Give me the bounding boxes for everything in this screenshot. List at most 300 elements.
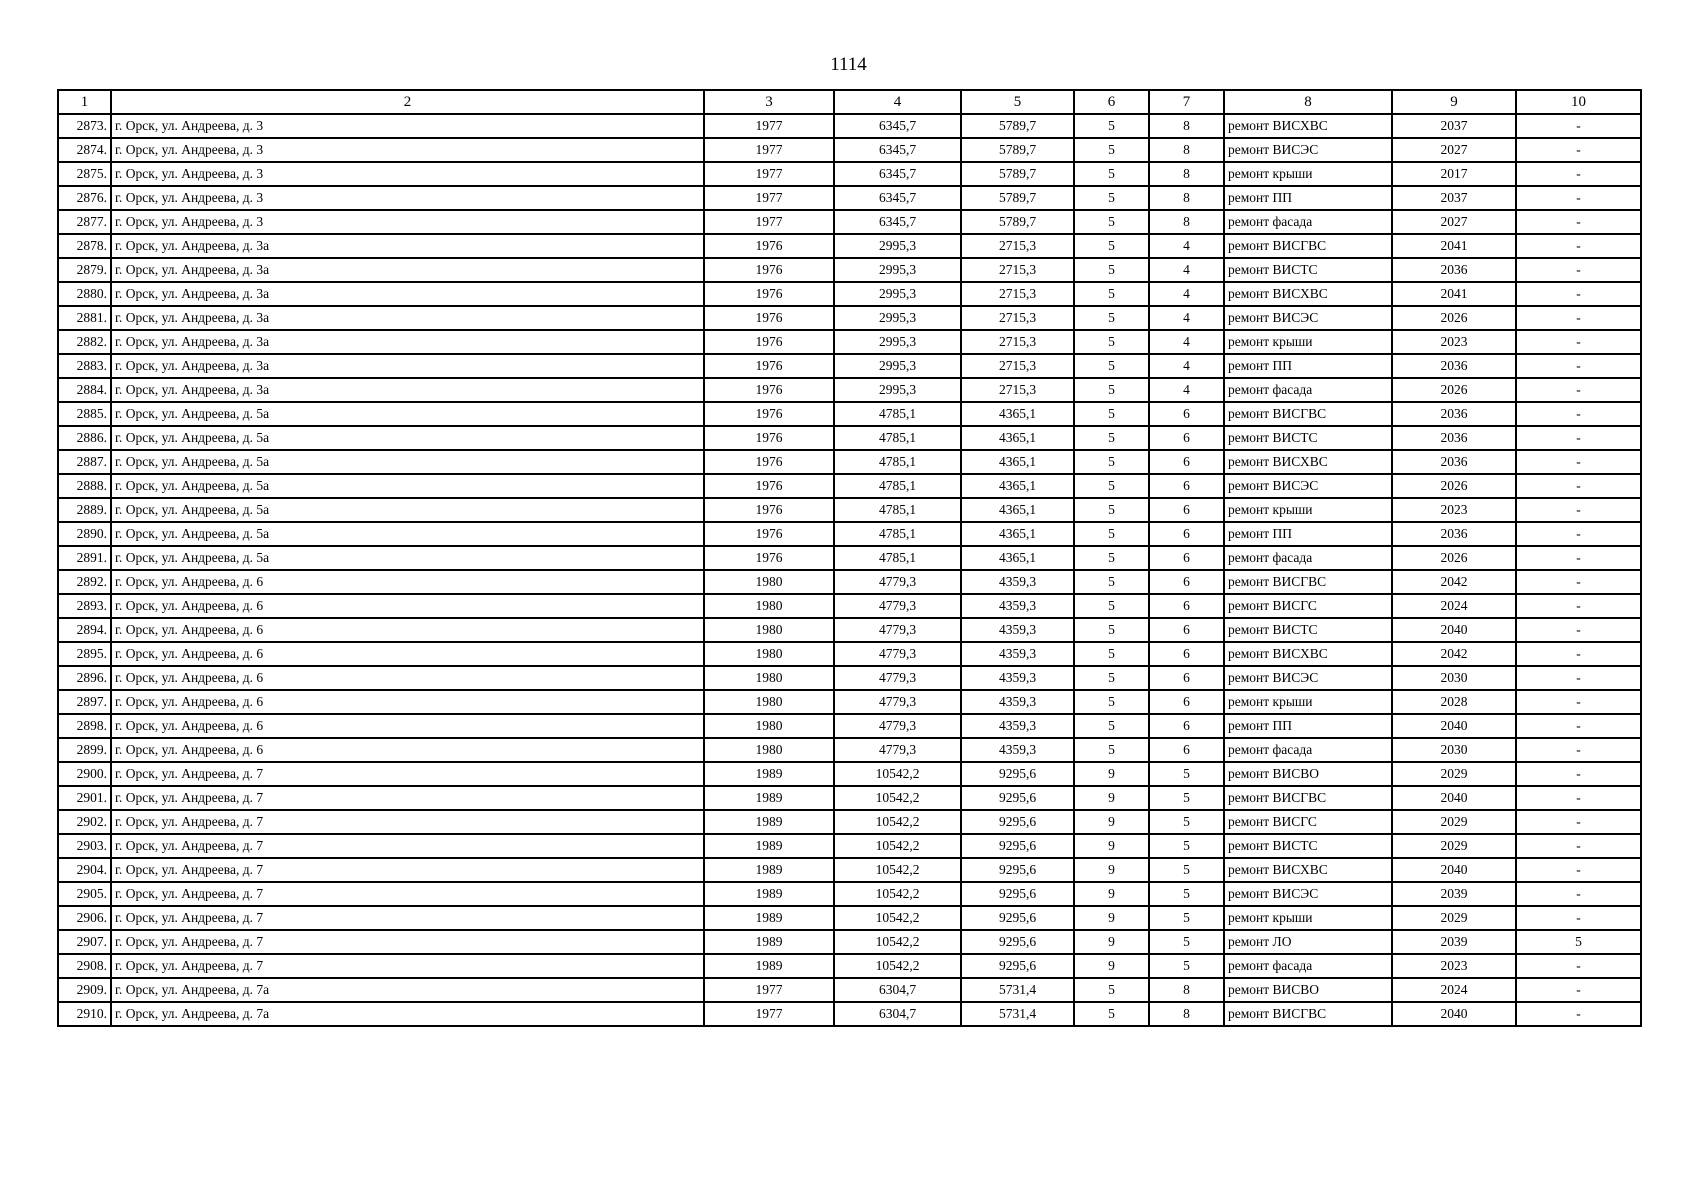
cell-entrances: 5 xyxy=(1149,810,1224,834)
cell-work-type: ремонт крыши xyxy=(1224,906,1392,930)
cell-entrances: 6 xyxy=(1149,618,1224,642)
cell-total-area: 4779,3 xyxy=(834,666,961,690)
cell-floors: 5 xyxy=(1074,450,1149,474)
cell-planned-year: 2029 xyxy=(1392,810,1516,834)
cell-extra-value: - xyxy=(1516,210,1641,234)
table-row xyxy=(58,642,1641,666)
cell-extra-value: - xyxy=(1516,810,1641,834)
cell-entrances: 8 xyxy=(1149,162,1224,186)
table-row xyxy=(58,762,1641,786)
cell-work-type: ремонт ВИСГС xyxy=(1224,594,1392,618)
cell-floors: 5 xyxy=(1074,162,1149,186)
cell-living-area: 5789,7 xyxy=(961,186,1074,210)
cell-row-number: 2886. xyxy=(58,426,111,450)
cell-living-area: 2715,3 xyxy=(961,258,1074,282)
cell-planned-year: 2036 xyxy=(1392,402,1516,426)
cell-entrances: 6 xyxy=(1149,642,1224,666)
cell-row-number: 2880. xyxy=(58,282,111,306)
cell-living-area: 4359,3 xyxy=(961,594,1074,618)
cell-row-number: 2903. xyxy=(58,834,111,858)
cell-living-area: 5789,7 xyxy=(961,162,1074,186)
table-row xyxy=(58,114,1641,138)
cell-living-area: 5789,7 xyxy=(961,138,1074,162)
cell-address: г. Орск, ул. Андреева, д. 3а xyxy=(111,306,704,330)
cell-planned-year: 2027 xyxy=(1392,210,1516,234)
cell-total-area: 10542,2 xyxy=(834,786,961,810)
cell-total-area: 4785,1 xyxy=(834,522,961,546)
cell-entrances: 5 xyxy=(1149,834,1224,858)
cell-planned-year: 2036 xyxy=(1392,354,1516,378)
cell-row-number: 2885. xyxy=(58,402,111,426)
cell-address: г. Орск, ул. Андреева, д. 7 xyxy=(111,786,704,810)
cell-floors: 5 xyxy=(1074,594,1149,618)
cell-entrances: 5 xyxy=(1149,930,1224,954)
cell-extra-value: - xyxy=(1516,762,1641,786)
cell-floors: 5 xyxy=(1074,258,1149,282)
cell-living-area: 4365,1 xyxy=(961,522,1074,546)
cell-address: г. Орск, ул. Андреева, д. 6 xyxy=(111,618,704,642)
cell-total-area: 4779,3 xyxy=(834,594,961,618)
cell-floors: 5 xyxy=(1074,138,1149,162)
cell-extra-value: - xyxy=(1516,186,1641,210)
cell-total-area: 10542,2 xyxy=(834,762,961,786)
cell-address: г. Орск, ул. Андреева, д. 6 xyxy=(111,738,704,762)
cell-extra-value: - xyxy=(1516,858,1641,882)
cell-planned-year: 2030 xyxy=(1392,666,1516,690)
cell-work-type: ремонт ВИСГВС xyxy=(1224,786,1392,810)
cell-floors: 5 xyxy=(1074,1002,1149,1026)
cell-floors: 9 xyxy=(1074,834,1149,858)
table-row xyxy=(58,474,1641,498)
cell-work-type: ремонт крыши xyxy=(1224,498,1392,522)
cell-row-number: 2883. xyxy=(58,354,111,378)
cell-entrances: 8 xyxy=(1149,1002,1224,1026)
cell-work-type: ремонт фасада xyxy=(1224,546,1392,570)
cell-planned-year: 2040 xyxy=(1392,618,1516,642)
cell-extra-value: - xyxy=(1516,450,1641,474)
cell-living-area: 4359,3 xyxy=(961,690,1074,714)
cell-living-area: 9295,6 xyxy=(961,786,1074,810)
cell-entrances: 5 xyxy=(1149,954,1224,978)
cell-extra-value: - xyxy=(1516,426,1641,450)
cell-address: г. Орск, ул. Андреева, д. 7а xyxy=(111,1002,704,1026)
cell-row-number: 2879. xyxy=(58,258,111,282)
cell-floors: 5 xyxy=(1074,426,1149,450)
cell-work-type: ремонт фасада xyxy=(1224,378,1392,402)
cell-address: г. Орск, ул. Андреева, д. 7 xyxy=(111,930,704,954)
cell-year-built: 1989 xyxy=(704,930,834,954)
cell-living-area: 4365,1 xyxy=(961,498,1074,522)
cell-work-type: ремонт фасада xyxy=(1224,954,1392,978)
cell-address: г. Орск, ул. Андреева, д. 5а xyxy=(111,426,704,450)
table-row xyxy=(58,426,1641,450)
cell-address: г. Орск, ул. Андреева, д. 5а xyxy=(111,498,704,522)
cell-floors: 9 xyxy=(1074,810,1149,834)
cell-living-area: 5789,7 xyxy=(961,114,1074,138)
cell-total-area: 4785,1 xyxy=(834,402,961,426)
cell-row-number: 2875. xyxy=(58,162,111,186)
cell-planned-year: 2023 xyxy=(1392,498,1516,522)
cell-living-area: 4359,3 xyxy=(961,738,1074,762)
cell-living-area: 9295,6 xyxy=(961,834,1074,858)
cell-row-number: 2892. xyxy=(58,570,111,594)
table-row xyxy=(58,546,1641,570)
cell-address: г. Орск, ул. Андреева, д. 3а xyxy=(111,258,704,282)
cell-extra-value: - xyxy=(1516,402,1641,426)
cell-extra-value: - xyxy=(1516,618,1641,642)
table-row xyxy=(58,522,1641,546)
cell-planned-year: 2040 xyxy=(1392,858,1516,882)
cell-address: г. Орск, ул. Андреева, д. 3 xyxy=(111,162,704,186)
cell-extra-value: - xyxy=(1516,546,1641,570)
cell-total-area: 4785,1 xyxy=(834,474,961,498)
cell-planned-year: 2023 xyxy=(1392,954,1516,978)
cell-year-built: 1976 xyxy=(704,498,834,522)
cell-year-built: 1977 xyxy=(704,210,834,234)
cell-entrances: 6 xyxy=(1149,594,1224,618)
cell-address: г. Орск, ул. Андреева, д. 5а xyxy=(111,450,704,474)
cell-row-number: 2898. xyxy=(58,714,111,738)
cell-work-type: ремонт ПП xyxy=(1224,522,1392,546)
cell-work-type: ремонт ВИСГВС xyxy=(1224,234,1392,258)
cell-extra-value: - xyxy=(1516,234,1641,258)
cell-entrances: 6 xyxy=(1149,738,1224,762)
cell-total-area: 10542,2 xyxy=(834,810,961,834)
cell-total-area: 6304,7 xyxy=(834,1002,961,1026)
cell-extra-value: - xyxy=(1516,738,1641,762)
cell-living-area: 9295,6 xyxy=(961,882,1074,906)
cell-extra-value: - xyxy=(1516,138,1641,162)
cell-living-area: 4359,3 xyxy=(961,666,1074,690)
cell-planned-year: 2036 xyxy=(1392,426,1516,450)
cell-living-area: 9295,6 xyxy=(961,762,1074,786)
cell-planned-year: 2026 xyxy=(1392,378,1516,402)
cell-extra-value: - xyxy=(1516,666,1641,690)
cell-address: г. Орск, ул. Андреева, д. 3а xyxy=(111,330,704,354)
cell-address: г. Орск, ул. Андреева, д. 5а xyxy=(111,402,704,426)
cell-address: г. Орск, ул. Андреева, д. 7 xyxy=(111,954,704,978)
cell-floors: 9 xyxy=(1074,858,1149,882)
cell-entrances: 5 xyxy=(1149,762,1224,786)
cell-row-number: 2893. xyxy=(58,594,111,618)
cell-row-number: 2900. xyxy=(58,762,111,786)
cell-work-type: ремонт ВИСГВС xyxy=(1224,1002,1392,1026)
table-row xyxy=(58,1002,1641,1026)
cell-living-area: 2715,3 xyxy=(961,282,1074,306)
cell-address: г. Орск, ул. Андреева, д. 7 xyxy=(111,810,704,834)
table-row xyxy=(58,978,1641,1002)
cell-extra-value: - xyxy=(1516,978,1641,1002)
cell-work-type: ремонт ВИСЭС xyxy=(1224,306,1392,330)
cell-address: г. Орск, ул. Андреева, д. 7 xyxy=(111,762,704,786)
cell-living-area: 2715,3 xyxy=(961,354,1074,378)
cell-entrances: 6 xyxy=(1149,498,1224,522)
cell-work-type: ремонт ВИСХВС xyxy=(1224,282,1392,306)
cell-floors: 5 xyxy=(1074,642,1149,666)
cell-row-number: 2882. xyxy=(58,330,111,354)
table-row xyxy=(58,594,1641,618)
cell-extra-value: - xyxy=(1516,330,1641,354)
cell-total-area: 2995,3 xyxy=(834,330,961,354)
cell-living-area: 4365,1 xyxy=(961,450,1074,474)
cell-row-number: 2878. xyxy=(58,234,111,258)
cell-row-number: 2877. xyxy=(58,210,111,234)
cell-year-built: 1980 xyxy=(704,666,834,690)
cell-living-area: 2715,3 xyxy=(961,234,1074,258)
cell-year-built: 1977 xyxy=(704,138,834,162)
cell-entrances: 6 xyxy=(1149,402,1224,426)
table-row xyxy=(58,666,1641,690)
cell-entrances: 8 xyxy=(1149,210,1224,234)
cell-entrances: 4 xyxy=(1149,378,1224,402)
cell-work-type: ремонт ВИСТС xyxy=(1224,426,1392,450)
cell-planned-year: 2036 xyxy=(1392,450,1516,474)
table-row xyxy=(58,138,1641,162)
cell-planned-year: 2040 xyxy=(1392,1002,1516,1026)
cell-address: г. Орск, ул. Андреева, д. 7 xyxy=(111,858,704,882)
cell-work-type: ремонт ВИСХВС xyxy=(1224,858,1392,882)
cell-year-built: 1976 xyxy=(704,234,834,258)
column-header-2: 2 xyxy=(111,90,704,114)
cell-floors: 9 xyxy=(1074,930,1149,954)
cell-entrances: 4 xyxy=(1149,282,1224,306)
cell-year-built: 1989 xyxy=(704,810,834,834)
cell-entrances: 4 xyxy=(1149,330,1224,354)
cell-row-number: 2907. xyxy=(58,930,111,954)
cell-planned-year: 2042 xyxy=(1392,570,1516,594)
cell-total-area: 4779,3 xyxy=(834,570,961,594)
cell-planned-year: 2041 xyxy=(1392,234,1516,258)
cell-extra-value: - xyxy=(1516,1002,1641,1026)
cell-address: г. Орск, ул. Андреева, д. 7 xyxy=(111,906,704,930)
cell-floors: 5 xyxy=(1074,570,1149,594)
cell-planned-year: 2026 xyxy=(1392,306,1516,330)
cell-extra-value: - xyxy=(1516,282,1641,306)
cell-planned-year: 2029 xyxy=(1392,906,1516,930)
table-row xyxy=(58,210,1641,234)
table-row xyxy=(58,258,1641,282)
cell-planned-year: 2027 xyxy=(1392,138,1516,162)
cell-planned-year: 2040 xyxy=(1392,714,1516,738)
cell-year-built: 1976 xyxy=(704,426,834,450)
cell-entrances: 6 xyxy=(1149,426,1224,450)
cell-address: г. Орск, ул. Андреева, д. 7 xyxy=(111,834,704,858)
table-row xyxy=(58,570,1641,594)
cell-row-number: 2876. xyxy=(58,186,111,210)
table-row xyxy=(58,378,1641,402)
cell-total-area: 2995,3 xyxy=(834,282,961,306)
table-row xyxy=(58,906,1641,930)
cell-extra-value: - xyxy=(1516,378,1641,402)
cell-year-built: 1977 xyxy=(704,162,834,186)
cell-entrances: 8 xyxy=(1149,138,1224,162)
cell-extra-value: - xyxy=(1516,714,1641,738)
cell-entrances: 5 xyxy=(1149,786,1224,810)
cell-entrances: 6 xyxy=(1149,714,1224,738)
table-row xyxy=(58,714,1641,738)
cell-row-number: 2905. xyxy=(58,882,111,906)
column-header-3: 3 xyxy=(704,90,834,114)
cell-work-type: ремонт ВИСТС xyxy=(1224,618,1392,642)
cell-total-area: 4785,1 xyxy=(834,546,961,570)
cell-work-type: ремонт ВИСЭС xyxy=(1224,474,1392,498)
cell-floors: 5 xyxy=(1074,738,1149,762)
cell-year-built: 1976 xyxy=(704,546,834,570)
cell-address: г. Орск, ул. Андреева, д. 5а xyxy=(111,474,704,498)
cell-work-type: ремонт ВИСГС xyxy=(1224,810,1392,834)
cell-row-number: 2888. xyxy=(58,474,111,498)
cell-entrances: 5 xyxy=(1149,882,1224,906)
cell-year-built: 1989 xyxy=(704,858,834,882)
table-row xyxy=(58,786,1641,810)
cell-floors: 5 xyxy=(1074,618,1149,642)
cell-row-number: 2881. xyxy=(58,306,111,330)
cell-row-number: 2889. xyxy=(58,498,111,522)
cell-living-area: 2715,3 xyxy=(961,306,1074,330)
cell-extra-value: 5 xyxy=(1516,930,1641,954)
cell-year-built: 1980 xyxy=(704,618,834,642)
cell-planned-year: 2037 xyxy=(1392,186,1516,210)
cell-row-number: 2902. xyxy=(58,810,111,834)
cell-row-number: 2895. xyxy=(58,642,111,666)
cell-planned-year: 2026 xyxy=(1392,546,1516,570)
cell-total-area: 4785,1 xyxy=(834,426,961,450)
cell-year-built: 1980 xyxy=(704,642,834,666)
column-header-8: 8 xyxy=(1224,90,1392,114)
table-row xyxy=(58,450,1641,474)
cell-living-area: 5731,4 xyxy=(961,978,1074,1002)
cell-work-type: ремонт ВИСТС xyxy=(1224,834,1392,858)
cell-entrances: 6 xyxy=(1149,546,1224,570)
cell-extra-value: - xyxy=(1516,786,1641,810)
cell-year-built: 1977 xyxy=(704,1002,834,1026)
cell-planned-year: 2039 xyxy=(1392,882,1516,906)
table-row xyxy=(58,498,1641,522)
cell-entrances: 8 xyxy=(1149,114,1224,138)
cell-extra-value: - xyxy=(1516,690,1641,714)
cell-living-area: 4359,3 xyxy=(961,642,1074,666)
cell-entrances: 4 xyxy=(1149,234,1224,258)
cell-row-number: 2873. xyxy=(58,114,111,138)
cell-total-area: 2995,3 xyxy=(834,378,961,402)
repair-schedule-table xyxy=(57,89,1642,1027)
cell-year-built: 1976 xyxy=(704,354,834,378)
cell-work-type: ремонт ВИСТС xyxy=(1224,258,1392,282)
cell-work-type: ремонт ВИСХВС xyxy=(1224,642,1392,666)
cell-address: г. Орск, ул. Андреева, д. 6 xyxy=(111,594,704,618)
cell-entrances: 4 xyxy=(1149,306,1224,330)
cell-total-area: 10542,2 xyxy=(834,834,961,858)
cell-floors: 5 xyxy=(1074,546,1149,570)
cell-year-built: 1976 xyxy=(704,378,834,402)
cell-living-area: 9295,6 xyxy=(961,810,1074,834)
cell-entrances: 4 xyxy=(1149,258,1224,282)
cell-year-built: 1977 xyxy=(704,186,834,210)
cell-planned-year: 2039 xyxy=(1392,930,1516,954)
cell-total-area: 2995,3 xyxy=(834,234,961,258)
cell-planned-year: 2042 xyxy=(1392,642,1516,666)
cell-entrances: 6 xyxy=(1149,474,1224,498)
cell-year-built: 1976 xyxy=(704,282,834,306)
cell-floors: 5 xyxy=(1074,690,1149,714)
cell-total-area: 4779,3 xyxy=(834,690,961,714)
cell-floors: 5 xyxy=(1074,666,1149,690)
cell-extra-value: - xyxy=(1516,354,1641,378)
cell-total-area: 4785,1 xyxy=(834,450,961,474)
cell-floors: 5 xyxy=(1074,330,1149,354)
cell-year-built: 1977 xyxy=(704,114,834,138)
cell-floors: 5 xyxy=(1074,498,1149,522)
cell-total-area: 10542,2 xyxy=(834,882,961,906)
table-row xyxy=(58,234,1641,258)
cell-row-number: 2887. xyxy=(58,450,111,474)
cell-work-type: ремонт ВИСЭС xyxy=(1224,666,1392,690)
cell-address: г. Орск, ул. Андреева, д. 3а xyxy=(111,378,704,402)
cell-address: г. Орск, ул. Андреева, д. 5а xyxy=(111,546,704,570)
cell-living-area: 4365,1 xyxy=(961,426,1074,450)
table-row xyxy=(58,186,1641,210)
cell-year-built: 1980 xyxy=(704,594,834,618)
cell-floors: 5 xyxy=(1074,234,1149,258)
cell-address: г. Орск, ул. Андреева, д. 6 xyxy=(111,690,704,714)
cell-floors: 5 xyxy=(1074,210,1149,234)
cell-total-area: 10542,2 xyxy=(834,858,961,882)
cell-address: г. Орск, ул. Андреева, д. 3 xyxy=(111,210,704,234)
cell-floors: 9 xyxy=(1074,882,1149,906)
cell-year-built: 1976 xyxy=(704,450,834,474)
cell-address: г. Орск, ул. Андреева, д. 6 xyxy=(111,642,704,666)
cell-total-area: 10542,2 xyxy=(834,954,961,978)
cell-living-area: 9295,6 xyxy=(961,954,1074,978)
cell-year-built: 1976 xyxy=(704,402,834,426)
cell-row-number: 2884. xyxy=(58,378,111,402)
cell-address: г. Орск, ул. Андреева, д. 3 xyxy=(111,138,704,162)
cell-row-number: 2906. xyxy=(58,906,111,930)
cell-year-built: 1989 xyxy=(704,786,834,810)
cell-address: г. Орск, ул. Андреева, д. 6 xyxy=(111,666,704,690)
cell-row-number: 2910. xyxy=(58,1002,111,1026)
column-header-9: 9 xyxy=(1392,90,1516,114)
cell-floors: 9 xyxy=(1074,786,1149,810)
cell-planned-year: 2036 xyxy=(1392,522,1516,546)
cell-work-type: ремонт ВИСЭС xyxy=(1224,882,1392,906)
cell-extra-value: - xyxy=(1516,882,1641,906)
cell-living-area: 5789,7 xyxy=(961,210,1074,234)
cell-floors: 5 xyxy=(1074,474,1149,498)
table-row xyxy=(58,282,1641,306)
cell-total-area: 4779,3 xyxy=(834,738,961,762)
table-row xyxy=(58,930,1641,954)
table-row xyxy=(58,330,1641,354)
table-row xyxy=(58,882,1641,906)
cell-extra-value: - xyxy=(1516,114,1641,138)
cell-address: г. Орск, ул. Андреева, д. 6 xyxy=(111,570,704,594)
cell-living-area: 5731,4 xyxy=(961,1002,1074,1026)
cell-work-type: ремонт ВИСВО xyxy=(1224,978,1392,1002)
cell-planned-year: 2041 xyxy=(1392,282,1516,306)
cell-planned-year: 2024 xyxy=(1392,978,1516,1002)
cell-year-built: 1989 xyxy=(704,954,834,978)
cell-year-built: 1980 xyxy=(704,738,834,762)
page-number: 1114 xyxy=(830,54,867,75)
cell-work-type: ремонт ВИСВО xyxy=(1224,762,1392,786)
table-row xyxy=(58,858,1641,882)
table-row xyxy=(58,306,1641,330)
cell-address: г. Орск, ул. Андреева, д. 7 xyxy=(111,882,704,906)
cell-planned-year: 2024 xyxy=(1392,594,1516,618)
cell-living-area: 9295,6 xyxy=(961,906,1074,930)
cell-year-built: 1976 xyxy=(704,522,834,546)
